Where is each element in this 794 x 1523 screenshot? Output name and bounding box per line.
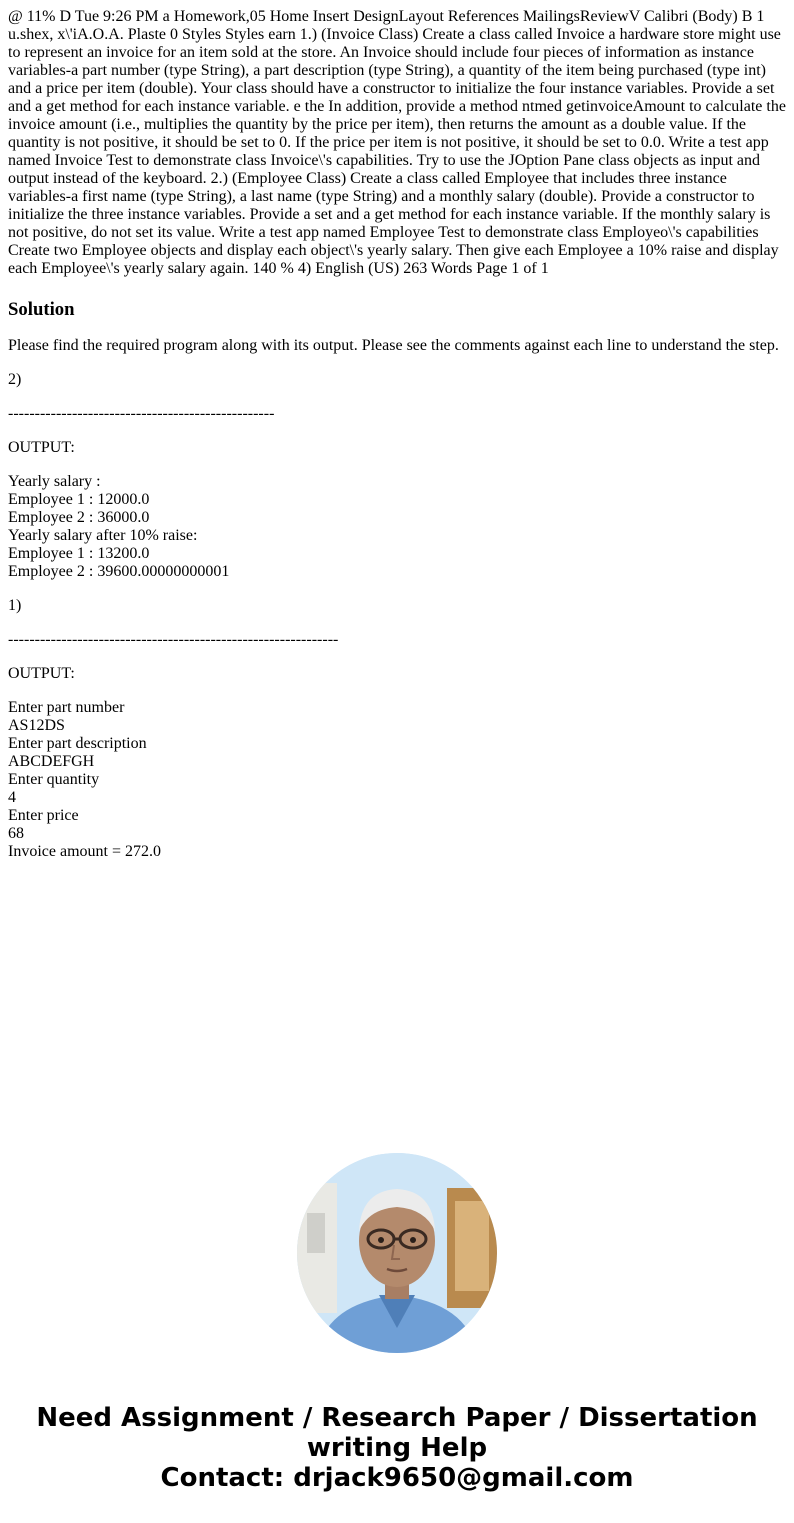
output-line: Yearly salary after 10% raise: <box>8 527 198 544</box>
output-line: Employee 1 : 13200.0 <box>8 545 150 562</box>
output-line: Yearly salary : <box>8 473 101 490</box>
promo-banner <box>0 1403 794 1493</box>
part2-output-label: OUTPUT: <box>8 439 75 456</box>
output-line: Enter part description <box>8 735 147 752</box>
output-line: Employee 1 : 12000.0 <box>8 491 150 508</box>
output-line: Employee 2 : 39600.00000000001 <box>8 563 230 580</box>
part2-label: 2) <box>8 371 22 388</box>
output-line: Employee 2 : 36000.0 <box>8 509 150 526</box>
output-line: AS12DS <box>8 717 65 734</box>
solution-intro: Please find the required program along with its output. Please see the comments against each line to understand the step. <box>8 337 779 354</box>
output-line: Enter price <box>8 807 79 824</box>
promo-line-2: writing Help <box>306 1433 488 1463</box>
output-line: 68 <box>8 825 24 842</box>
output-line: Invoice amount = 272.0 <box>8 843 161 860</box>
part1-label: 1) <box>8 597 22 614</box>
output-line: ABCDEFGH <box>8 753 95 770</box>
person-portrait-image <box>297 1153 497 1353</box>
part2-output <box>8 473 788 581</box>
part1-output <box>8 699 788 861</box>
promo-line-1: Need Assignment / Research Paper / Dissertation <box>36 1403 758 1433</box>
part1-output-label: OUTPUT: <box>8 665 75 682</box>
part1-separator: -------------------------------------------------------------- <box>8 631 339 648</box>
promo-contact: Contact: drjack9650@gmail.com <box>160 1463 634 1493</box>
part2-separator: -------------------------------------------------- <box>8 405 275 422</box>
document-content <box>8 8 788 861</box>
question-text: @ 11% D Tue 9:26 PM a Homework,05 Home Insert DesignLayout References MailingsReviewV Calibri (Body) B 1 u.shex, x\'iA.O.A. Plaste 0 Styles Styles earn 1.) (Invoice Class) Create a class called Invoice a hardware store might use to represent an invoice for an item sold at the store. An Invoice should include four pieces of information as instance variables-a part number (type String), a part description (type String), a quantity of the item being purchased (type int) and a price per item (double). Your class should have a constructor to initialize the four instance variables. Provide a set and a get method for each instance variable. e the In addition, provide a method ntmed getinvoiceAmount to calculate the invoice amount (i.e., multiplies the quantity by the price per item), then returns the amount as a double value. If the quantity is not positive, it should be set to 0. If the price per item is not positive, it should be set to 0.0. Write a test app named Invoice Test to demonstrate class Invoice\'s capabilities. Try to use the JOption Pane class objects as input and output instead of the keyboard. 2.) (Employee Class) Create a class called Employee that includes three instance variables-a first name (type String), a last name (type String) and a monthly salary (double). Provide a constructor to initialize the three instance variables. Provide a set and a get method for each instance variable. If the monthly salary is not positive, do not set its value. Write a test app named Employee Test to demonstrate class Employeo\'s capabilities Create two Employee objects and display each object\'s yearly salary. Then give each Employee a 10% raise and display each Employee\'s yearly salary again. 140 % 4) English (US) 263 Words Page 1 of 1 <box>8 8 786 277</box>
avatar <box>297 1153 497 1353</box>
solution-heading: Solution <box>8 299 75 320</box>
output-line: Enter quantity <box>8 771 100 788</box>
output-line: 4 <box>8 789 16 806</box>
output-line: Enter part number <box>8 699 125 716</box>
